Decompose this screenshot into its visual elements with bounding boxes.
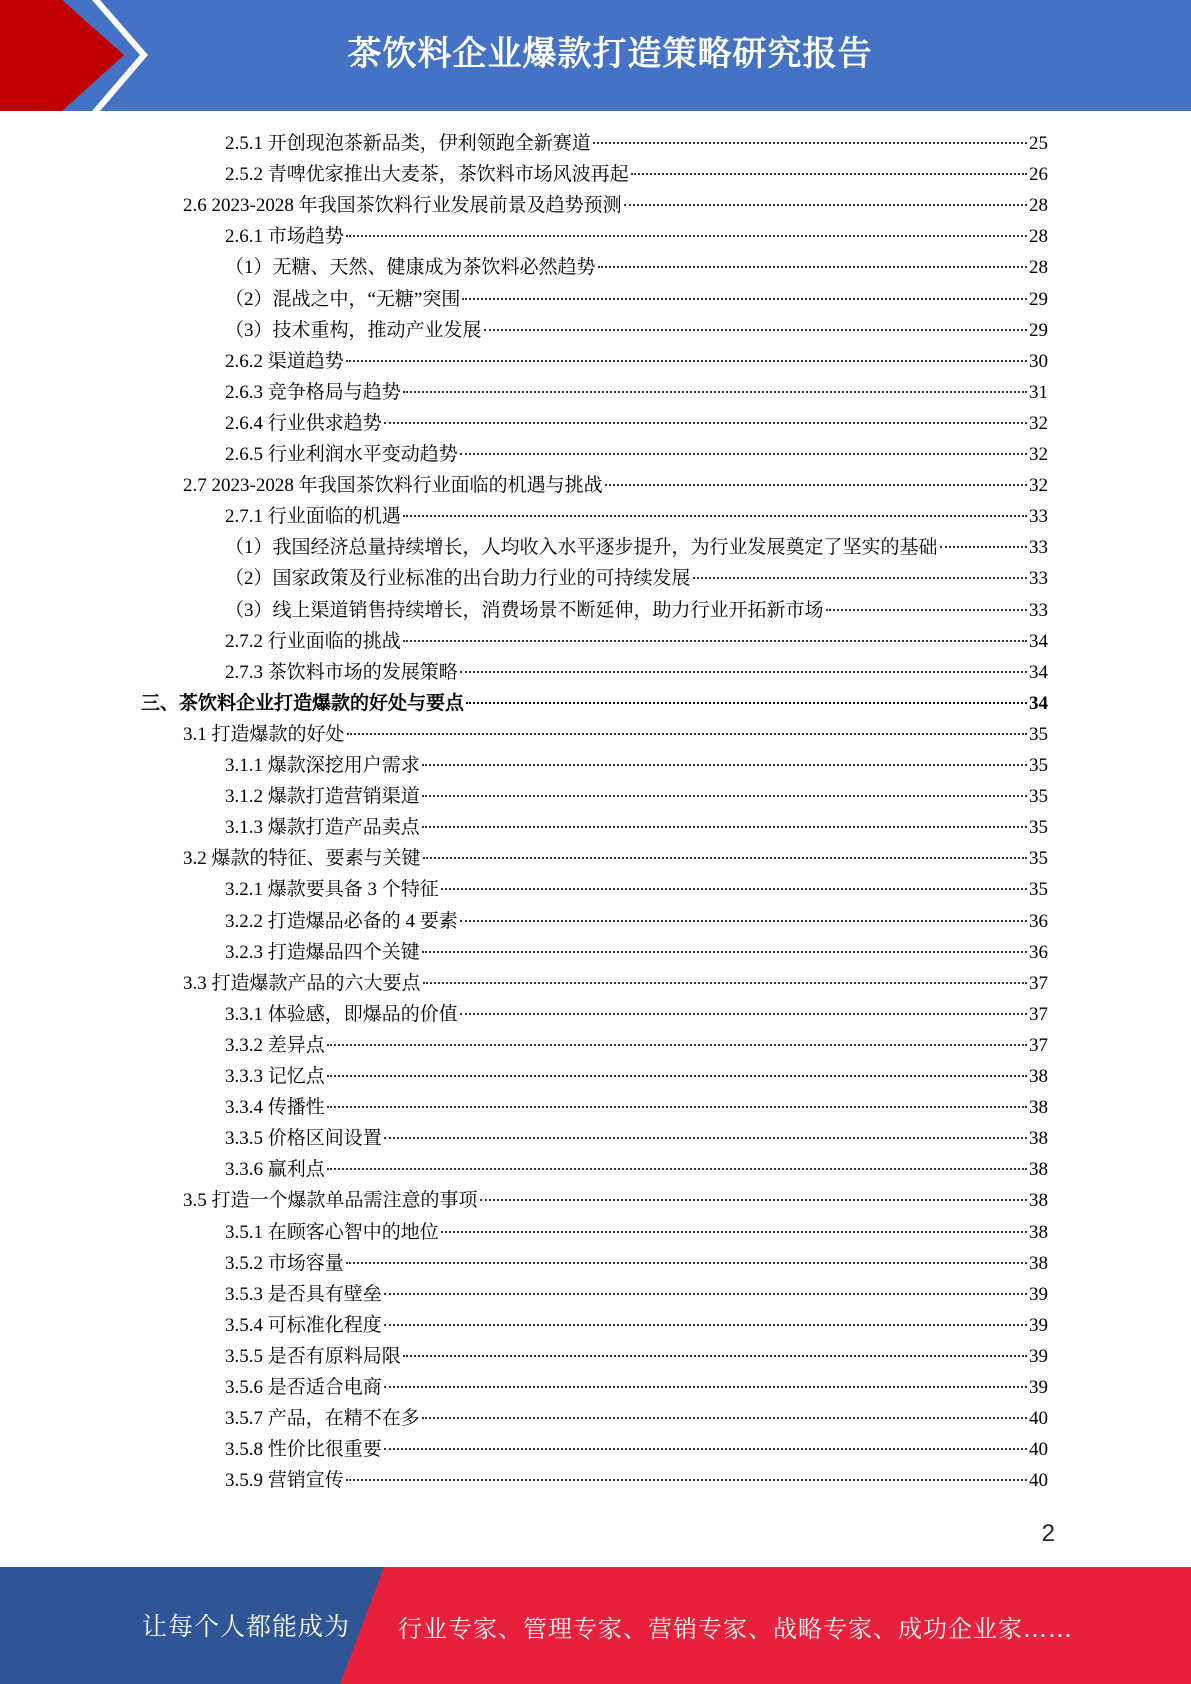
toc-entry-label: 2.7.3 茶饮料市场的发展策略: [225, 661, 458, 683]
toc-dot-leader: [480, 1199, 1027, 1201]
toc-entry-label: 2.6.5 行业利润水平变动趋势: [225, 444, 458, 465]
toc-dot-leader: [441, 888, 1027, 890]
toc-entry-label: 2.7.1 行业面临的机遇: [225, 506, 401, 528]
toc-dot-leader: [347, 733, 1027, 735]
toc-entry-page: 26: [1029, 164, 1048, 186]
toc-entry-page: 34: [1029, 630, 1048, 652]
toc-entry[interactable]: [225, 1310, 1048, 1341]
toc-entry-page: 37: [1029, 972, 1048, 994]
toc-entry-page: 37: [1029, 1003, 1048, 1025]
toc-entry-page: 34: [1029, 692, 1048, 714]
toc-entry-label: （1）无糖、天然、健康成为茶饮料必然趋势: [225, 257, 596, 279]
toc-entry-label: 3.1.3 爆款打造产品卖点: [225, 817, 420, 839]
toc-entry-page: 29: [1029, 288, 1048, 310]
toc-entry-page: 37: [1029, 1034, 1048, 1056]
toc-entry-label: 2.6.1 市场趋势: [225, 226, 344, 248]
toc-entry-page: 38: [1029, 1159, 1048, 1181]
toc-dot-leader: [327, 1106, 1027, 1108]
toc-entry-label: （3）线上渠道销售持续增长，消费场景不断延伸，助力行业开拓新市场: [225, 599, 824, 621]
toc-dot-leader: [403, 1355, 1027, 1357]
toc-entry[interactable]: [225, 563, 1048, 594]
toc-dot-leader: [462, 298, 1027, 300]
toc-dot-leader: [484, 329, 1027, 331]
toc-entry-page: 38: [1029, 1128, 1048, 1150]
toc-entry[interactable]: [225, 1123, 1048, 1154]
toc-entry-label: （3）技术重构，推动产业发展: [225, 319, 482, 341]
toc-entry-label: 3.3.3 记忆点: [225, 1066, 325, 1087]
toc-entry[interactable]: [225, 501, 1048, 532]
toc-entry[interactable]: [225, 1341, 1048, 1372]
page-header: [0, 0, 1191, 111]
toc-entry-page: 35: [1029, 817, 1048, 839]
toc-entry[interactable]: [225, 315, 1048, 346]
toc-dot-leader: [460, 671, 1027, 673]
toc-entry-page: 39: [1029, 1283, 1048, 1305]
toc-entry-label: （2）混战之中，“无糖”突围: [225, 288, 461, 310]
toc-dot-leader: [693, 577, 1027, 579]
toc-entry[interactable]: [141, 688, 1048, 719]
toc-entry-label: 3.1.1 爆款深挖用户需求: [225, 755, 420, 776]
footer-slogan-left: 让每个人都能成为: [142, 1612, 351, 1641]
toc-dot-leader: [346, 235, 1027, 237]
toc-entry-page: 35: [1029, 848, 1048, 870]
toc-entry[interactable]: [225, 128, 1048, 159]
toc-dot-leader: [422, 1417, 1027, 1419]
toc-entry[interactable]: [225, 1434, 1048, 1465]
footer-slogan-right: 行业专家、管理专家、营销专家、战略专家、成功企业家……: [398, 1615, 1073, 1643]
toc-dot-leader: [327, 1044, 1027, 1046]
toc-dot-leader: [384, 422, 1027, 424]
toc-dot-leader: [422, 764, 1027, 766]
toc-entry[interactable]: [225, 657, 1048, 688]
toc-dot-leader: [384, 1324, 1027, 1326]
toc-entry-page: 38: [1029, 1252, 1048, 1274]
toc-entry-label: 3.3.2 差异点: [225, 1034, 325, 1056]
toc-entry-page: 35: [1029, 723, 1048, 745]
toc-entry-page: 33: [1029, 599, 1048, 621]
toc-dot-leader: [460, 453, 1027, 455]
toc-dot-leader: [403, 391, 1027, 393]
toc-entry-page: 25: [1029, 133, 1048, 154]
toc-dot-leader: [593, 142, 1027, 144]
toc-dot-leader: [384, 1293, 1027, 1295]
toc-dot-leader: [423, 982, 1027, 984]
toc-entry-page: 32: [1029, 412, 1048, 434]
toc-entry[interactable]: [225, 906, 1048, 937]
toc-entry-page: 40: [1029, 1439, 1048, 1461]
header-arrow-decoration: [0, 0, 160, 111]
toc-entry[interactable]: [225, 999, 1048, 1030]
toc-dot-leader: [631, 173, 1027, 175]
toc-entry-label: 2.6.4 行业供求趋势: [225, 412, 382, 434]
toc-entry[interactable]: [225, 1092, 1048, 1123]
toc-dot-leader: [460, 1013, 1027, 1015]
toc-entry-label: （2）国家政策及行业标准的出台助力行业的可持续发展: [225, 568, 691, 590]
toc-entry[interactable]: [183, 968, 1048, 999]
toc-entry-page: 33: [1029, 537, 1048, 559]
toc-entry-label: 3.3.6 赢利点: [225, 1159, 325, 1181]
toc-dot-leader: [327, 1168, 1027, 1170]
toc-entry[interactable]: [225, 812, 1048, 843]
page-footer: [0, 1567, 1191, 1684]
toc-entry-page: 33: [1029, 506, 1048, 528]
toc-entry[interactable]: [183, 470, 1048, 501]
toc-entry-page: 35: [1029, 755, 1048, 776]
toc-entry-label: 3.2 爆款的特征、要素与关键: [183, 848, 421, 870]
toc-entry-page: 35: [1029, 879, 1048, 901]
toc-dot-leader: [422, 795, 1027, 797]
toc-entry-label: 三、茶饮料企业打造爆款的好处与要点: [141, 692, 465, 714]
toc-entry-page: 36: [1029, 910, 1048, 932]
toc-entry[interactable]: [225, 781, 1048, 812]
toc-entry[interactable]: [225, 626, 1048, 657]
toc-entry-label: 2.6.2 渠道趋势: [225, 350, 344, 372]
toc-entry-page: 34: [1029, 661, 1048, 683]
toc-entry-page: 39: [1029, 1314, 1048, 1336]
toc-entry-label: 2.7 2023-2028 年我国茶饮料行业面临的机遇与挑战: [183, 475, 603, 497]
toc-entry[interactable]: [225, 252, 1048, 283]
toc-entry-page: 31: [1029, 381, 1048, 403]
toc-entry-label: （1）我国经济总量持续增长，人均收入水平逐步提升，为行业发展奠定了坚实的基础: [225, 537, 938, 559]
toc-entry[interactable]: [225, 159, 1048, 190]
toc-entry-label: 2.5.1 开创现泡茶新品类，伊利领跑全新赛道: [225, 133, 591, 154]
toc-entry-label: 3.5.3 是否具有壁垒: [225, 1283, 382, 1305]
toc-entry[interactable]: [225, 1030, 1048, 1061]
toc-entry-page: 38: [1029, 1097, 1048, 1119]
toc-dot-leader: [346, 360, 1027, 362]
toc-entry[interactable]: [225, 221, 1048, 252]
toc-entry-label: 3.5.7 产品，在精不在多: [225, 1408, 420, 1430]
toc-entry[interactable]: [225, 1248, 1048, 1279]
toc-entry[interactable]: [225, 1403, 1048, 1434]
toc-entry-label: 3.5.6 是否适合电商: [225, 1377, 382, 1398]
toc-entry[interactable]: [225, 439, 1048, 470]
toc-entry[interactable]: [225, 532, 1048, 563]
toc-entry-page: 28: [1029, 195, 1048, 217]
toc-entry-page: 40: [1029, 1408, 1048, 1430]
toc-entry[interactable]: [225, 408, 1048, 439]
toc-entry-page: 39: [1029, 1377, 1048, 1398]
toc-entry[interactable]: [225, 874, 1048, 905]
toc-entry[interactable]: [225, 346, 1048, 377]
toc-entry-label: 3.1 打造爆款的好处: [183, 723, 345, 745]
toc-entry[interactable]: [225, 377, 1048, 408]
toc-entry[interactable]: [183, 843, 1048, 874]
toc-entry-page: 28: [1029, 226, 1048, 248]
toc-entry-page: 32: [1029, 444, 1048, 465]
toc-dot-leader: [346, 1479, 1027, 1481]
toc-entry-page: 29: [1029, 319, 1048, 341]
toc-entry-label: 3.3 打造爆款产品的六大要点: [183, 972, 421, 994]
toc-entry-page: 32: [1029, 475, 1048, 497]
toc-entry-label: 3.2.2 打造爆品必备的 4 要素: [225, 910, 458, 932]
toc-entry-label: 3.2.3 打造爆品四个关键: [225, 941, 420, 963]
toc-dot-leader: [384, 1386, 1027, 1388]
toc-dot-leader: [346, 1262, 1027, 1264]
toc-entry-label: 2.6.3 竞争格局与趋势: [225, 381, 401, 403]
toc-dot-leader: [403, 640, 1027, 642]
toc-dot-leader: [605, 484, 1027, 486]
toc-entry-label: 3.5 打造一个爆款单品需注意的事项: [183, 1190, 478, 1212]
toc-dot-leader: [384, 1448, 1027, 1450]
toc-entry-page: 33: [1029, 568, 1048, 590]
toc-entry-label: 3.3.1 体验感，即爆品的价值: [225, 1003, 458, 1025]
toc-entry-label: 3.5.2 市场容量: [225, 1252, 344, 1274]
toc-entry-page: 30: [1029, 350, 1048, 372]
toc-entry-label: 3.3.4 传播性: [225, 1097, 325, 1119]
toc-dot-leader: [441, 1231, 1027, 1233]
toc-entry[interactable]: [225, 1465, 1048, 1496]
toc-entry-label: 3.5.5 是否有原料局限: [225, 1345, 401, 1367]
toc-entry-label: 3.3.5 价格区间设置: [225, 1128, 382, 1150]
toc-entry[interactable]: [225, 1217, 1048, 1248]
toc-entry-label: 3.5.4 可标准化程度: [225, 1314, 382, 1336]
toc-entry-page: 40: [1029, 1470, 1048, 1492]
toc-dot-leader: [327, 1075, 1027, 1077]
toc-entry[interactable]: [225, 937, 1048, 968]
toc-entry[interactable]: [225, 1061, 1048, 1092]
toc-entry[interactable]: [225, 595, 1048, 626]
toc-entry-page: 38: [1029, 1221, 1048, 1243]
toc-dot-leader: [384, 1137, 1027, 1139]
toc-entry-label: 2.5.2 青啤优家推出大麦茶，茶饮料市场风波再起: [225, 164, 629, 186]
toc-entry-page: 38: [1029, 1066, 1048, 1087]
toc-entry-label: 2.6 2023-2028 年我国茶饮料行业发展前景及趋势预测: [183, 195, 622, 217]
toc-dot-leader: [422, 826, 1027, 828]
toc-dot-leader: [403, 515, 1027, 517]
toc-entry-page: 38: [1029, 1190, 1048, 1212]
toc-entry-label: 3.5.1 在顾客心智中的地位: [225, 1221, 439, 1243]
toc-dot-leader: [460, 920, 1027, 922]
toc-entry[interactable]: [225, 284, 1048, 315]
toc-entry-label: 2.7.2 行业面临的挑战: [225, 630, 401, 652]
toc-entry[interactable]: [225, 750, 1048, 781]
toc-dot-leader: [826, 609, 1027, 611]
toc-entry[interactable]: [183, 190, 1048, 221]
toc-dot-leader: [598, 266, 1027, 268]
toc-entry[interactable]: [183, 719, 1048, 750]
page-number: 2: [1041, 1520, 1055, 1547]
toc-dot-leader: [466, 702, 1027, 704]
toc-dot-leader: [423, 857, 1027, 859]
toc-entry-label: 3.1.2 爆款打造营销渠道: [225, 786, 420, 808]
toc-entry[interactable]: [225, 1372, 1048, 1403]
toc-entry-page: 39: [1029, 1345, 1048, 1367]
toc-entry-label: 3.2.1 爆款要具备 3 个特征: [225, 879, 439, 901]
toc-entry-label: 3.5.8 性价比很重要: [225, 1439, 382, 1461]
toc-dot-leader: [624, 204, 1027, 206]
toc-entry-label: 3.5.9 营销宣传: [225, 1470, 344, 1492]
report-title: 茶饮料企业爆款打造策略研究报告: [347, 34, 873, 74]
toc-entry-page: 35: [1029, 786, 1048, 808]
toc-dot-leader: [940, 546, 1027, 548]
toc-entry-page: 36: [1029, 941, 1048, 963]
toc-entry[interactable]: [225, 1154, 1048, 1185]
toc-entry[interactable]: [183, 1185, 1048, 1216]
toc-dot-leader: [422, 951, 1027, 953]
toc-entry[interactable]: [225, 1279, 1048, 1310]
toc-entry-page: 28: [1029, 257, 1048, 279]
